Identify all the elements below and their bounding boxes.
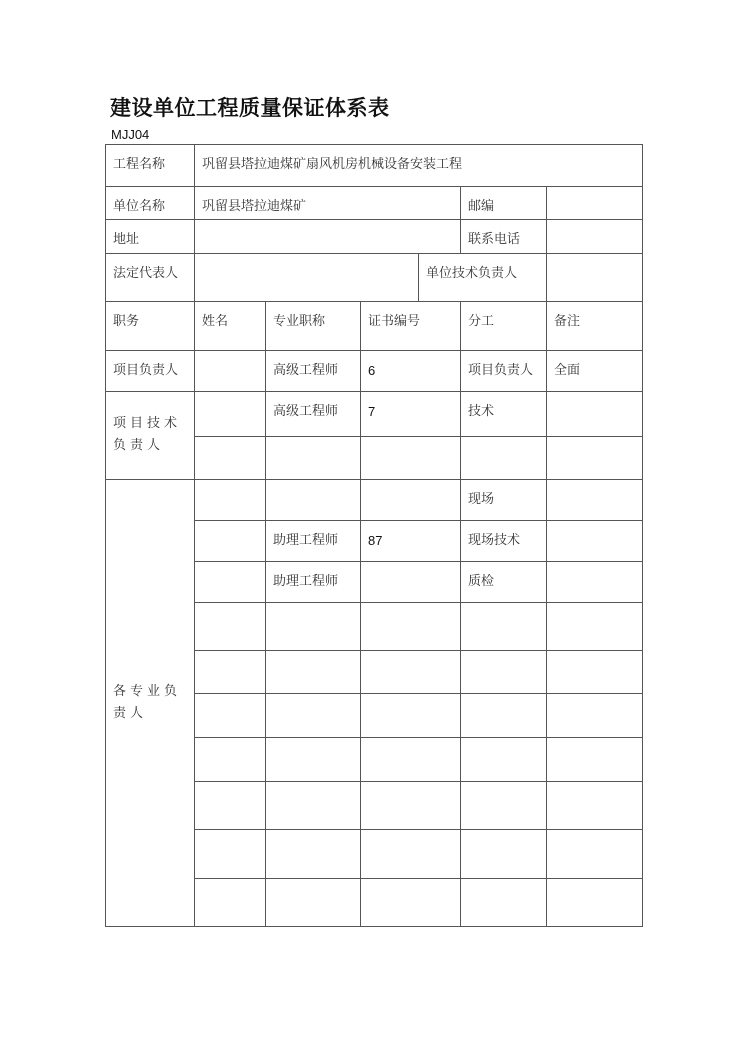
cell-text: 各专业负责人	[113, 683, 182, 721]
cell-text: 现场技术	[468, 533, 521, 548]
empty-cell	[194, 479, 266, 521]
empty-cell	[194, 602, 266, 651]
cell-duty	[460, 350, 547, 392]
cell-text: 6	[368, 363, 376, 378]
cell-text: 高级工程师	[273, 404, 339, 419]
cell-text: 现场	[468, 492, 495, 507]
cell-text: 高级工程师	[273, 363, 339, 378]
table-cell	[360, 520, 461, 562]
empty-cell	[360, 781, 461, 830]
empty-cell	[460, 693, 547, 738]
value-project-name	[194, 144, 643, 187]
empty-cell	[194, 737, 266, 782]
table-cell	[265, 561, 361, 603]
table-cell	[460, 561, 547, 603]
empty-cell	[194, 829, 266, 879]
cell-text: 单位名称	[113, 199, 166, 214]
table-cell	[265, 520, 361, 562]
empty-cell	[360, 436, 461, 480]
cell-text: 姓名	[202, 314, 229, 329]
empty-cell	[460, 829, 547, 879]
cell-text: 助理工程师	[273, 533, 339, 548]
empty-cell	[546, 561, 643, 603]
empty-cell	[265, 479, 361, 521]
cell-text: 联系电话	[468, 232, 521, 247]
form-code: MJJ04	[111, 127, 150, 142]
empty-cell	[360, 878, 461, 927]
cell-text: 7	[368, 404, 376, 419]
empty-cell	[194, 561, 266, 603]
label-address	[105, 219, 195, 254]
label-postcode	[460, 186, 547, 220]
label-legal-rep	[105, 253, 195, 302]
empty-cell	[265, 650, 361, 694]
cell-text: 项目负责人	[113, 363, 179, 378]
cell-note	[546, 391, 643, 437]
cell-text: 全面	[554, 363, 581, 378]
label-project-name	[105, 144, 195, 187]
empty-cell	[460, 878, 547, 927]
page-title: 建设单位工程质量保证体系表	[110, 96, 390, 120]
empty-cell	[546, 781, 643, 830]
empty-cell	[546, 878, 643, 927]
table-cell	[460, 520, 547, 562]
empty-cell	[546, 650, 643, 694]
cell-text: 项目负责人	[468, 363, 534, 378]
empty-cell	[265, 436, 361, 480]
cell-note	[546, 350, 643, 392]
label-phone	[460, 219, 547, 254]
cell-text: 技术	[468, 404, 495, 419]
column-header	[194, 301, 266, 351]
cell-text: 巩留县塔拉迪煤矿	[202, 199, 307, 214]
value-address	[194, 219, 461, 254]
cell-text: 备注	[554, 314, 581, 329]
cell-text: 单位技术负责人	[426, 266, 518, 281]
empty-cell	[546, 829, 643, 879]
cell-name	[194, 391, 266, 437]
empty-cell	[194, 520, 266, 562]
empty-cell	[360, 479, 461, 521]
empty-cell	[360, 829, 461, 879]
empty-cell	[194, 878, 266, 927]
cell-cert	[360, 350, 461, 392]
empty-cell	[460, 781, 547, 830]
cell-text: 87	[368, 533, 383, 548]
cell-text: 地址	[113, 232, 140, 247]
value-postcode	[546, 186, 643, 220]
empty-cell	[194, 693, 266, 738]
cell-text: 专业职称	[273, 314, 326, 329]
empty-cell	[265, 829, 361, 879]
empty-cell	[360, 602, 461, 651]
empty-cell	[265, 737, 361, 782]
cell-text: 职务	[113, 314, 140, 329]
empty-cell	[460, 436, 547, 480]
cell-text: 助理工程师	[273, 574, 339, 589]
cell-cert	[360, 391, 461, 437]
cell-text: 质检	[468, 574, 495, 589]
empty-cell	[360, 561, 461, 603]
column-header	[460, 301, 547, 351]
cell-name	[194, 350, 266, 392]
empty-cell	[265, 693, 361, 738]
column-header	[360, 301, 461, 351]
cell-text: 巩留县塔拉迪煤矿扇风机房机械设备安装工程	[202, 157, 463, 172]
table-cell	[460, 479, 547, 521]
empty-cell	[460, 602, 547, 651]
empty-cell	[360, 693, 461, 738]
empty-cell	[460, 737, 547, 782]
label-tech-lead	[418, 253, 547, 302]
cell-text: 工程名称	[113, 157, 166, 172]
value-tech-lead	[546, 253, 643, 302]
empty-cell	[546, 602, 643, 651]
cell-duty	[460, 391, 547, 437]
column-header	[546, 301, 643, 351]
column-header	[105, 301, 195, 351]
cell-title	[265, 391, 361, 437]
cell-role	[105, 391, 195, 480]
empty-cell	[546, 520, 643, 562]
empty-cell	[194, 650, 266, 694]
empty-cell	[194, 781, 266, 830]
cell-text: 法定代表人	[113, 266, 179, 281]
empty-cell	[546, 436, 643, 480]
column-header	[265, 301, 361, 351]
quality-assurance-table	[105, 144, 642, 926]
label-unit-name	[105, 186, 195, 220]
cell-title	[265, 350, 361, 392]
cell-text: 证书编号	[368, 314, 421, 329]
value-unit-name	[194, 186, 461, 220]
empty-cell	[265, 781, 361, 830]
cell-role	[105, 479, 195, 927]
empty-cell	[265, 602, 361, 651]
value-legal-rep	[194, 253, 419, 302]
empty-cell	[194, 436, 266, 480]
cell-text: 分工	[468, 314, 495, 329]
empty-cell	[360, 650, 461, 694]
cell-text: 邮编	[468, 199, 495, 214]
value-phone	[546, 219, 643, 254]
empty-cell	[546, 479, 643, 521]
empty-cell	[460, 650, 547, 694]
cell-role	[105, 350, 195, 392]
empty-cell	[360, 737, 461, 782]
empty-cell	[546, 737, 643, 782]
empty-cell	[265, 878, 361, 927]
empty-cell	[546, 693, 643, 738]
cell-text: 项目技术负责人	[113, 416, 182, 453]
